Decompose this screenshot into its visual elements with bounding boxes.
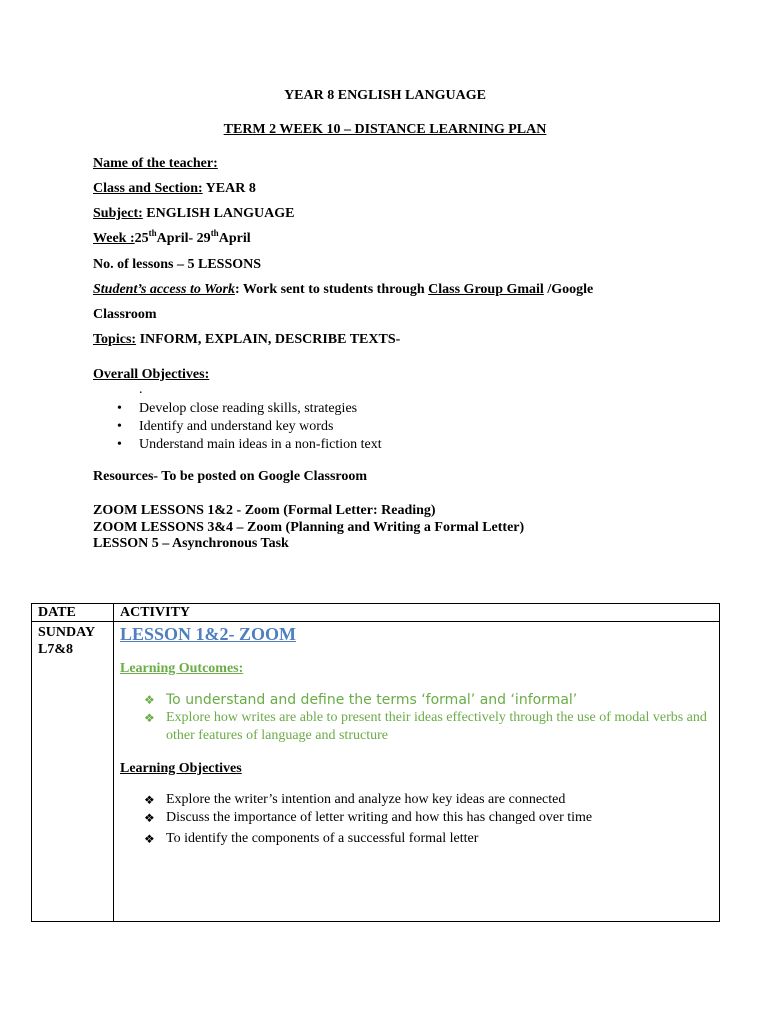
class-label: Class and Section: — [93, 181, 203, 196]
class-section-line — [93, 181, 256, 197]
document-subtitle: TERM 2 WEEK 10 – DISTANCE LEARNING PLAN — [223, 122, 547, 137]
activity-cell — [114, 622, 720, 922]
list-item: ❖ To identify the components of a successful formal letter — [144, 831, 479, 846]
list-item: • Understand main ideas in a non-fiction text — [117, 437, 382, 452]
diamond-bullet-icon: ❖ — [144, 811, 155, 825]
date-cell — [32, 622, 114, 922]
access-tail: /Google — [543, 282, 594, 297]
bullet-icon: • — [117, 437, 122, 452]
date-column-header: DATE — [32, 604, 114, 622]
learning-objectives-list — [120, 791, 719, 848]
diamond-bullet-icon: ❖ — [144, 832, 155, 846]
teacher-label: Name of the teacher: — [93, 156, 218, 171]
class-group-gmail-link[interactable]: Class Group Gmail — [428, 282, 544, 297]
zoom-line-1: ZOOM LESSONS 1&2 - Zoom (Formal Letter: Reading) — [93, 503, 436, 518]
stray-dot: . — [139, 382, 143, 397]
lessons-count: No. of lessons – 5 LESSONS — [93, 257, 262, 272]
student-access-line — [93, 282, 593, 298]
list-item: ❖ Explore the writer’s intention and analyze how key ideas are connected — [144, 792, 566, 807]
week-sup-start: th — [148, 228, 157, 238]
access-continuation: Classroom — [93, 307, 157, 322]
overall-objectives-heading: Overall Objectives: — [93, 367, 210, 382]
list-item: ❖ Discuss the importance of letter writing and how this has changed over time — [144, 810, 593, 825]
diamond-bullet-icon: ❖ — [144, 711, 155, 725]
bullet-icon: • — [117, 419, 122, 434]
class-value: YEAR 8 — [202, 181, 256, 196]
zoom-line-3: LESSON 5 – Asynchronous Task — [93, 536, 289, 551]
list-item: • Identify and understand key words — [117, 419, 334, 434]
subject-line — [93, 206, 294, 222]
zoom-line-2: ZOOM LESSONS 3&4 – Zoom (Planning and Writing a Formal Letter) — [93, 520, 525, 535]
list-item: ❖ To understand and define the terms ‘formal’ and ‘informal’ — [144, 692, 578, 708]
list-item: ❖ Explore how writes are able to present their ideas effectively through the use of modal verbs and other features of language and structure — [144, 710, 707, 743]
week-month-end: April — [218, 231, 251, 246]
learning-outcomes-heading: Learning Outcomes: — [120, 661, 244, 676]
list-item: • Develop close reading skills, strategies — [117, 401, 358, 416]
access-text: : Work sent to students through — [234, 282, 429, 297]
day-label: SUNDAY — [38, 625, 96, 640]
topics-label: Topics: — [93, 332, 137, 347]
topics-line — [93, 332, 400, 348]
week-line — [93, 228, 251, 247]
access-label: Student’s access to Work — [93, 282, 235, 297]
document-title: YEAR 8 ENGLISH LANGUAGE — [284, 88, 486, 103]
topics-value: INFORM, EXPLAIN, DESCRIBE TEXTS- — [136, 332, 401, 347]
activity-column-header: ACTIVITY — [114, 604, 720, 622]
week-label: Week : — [93, 231, 135, 246]
subject-label: Subject: — [93, 206, 143, 221]
diamond-bullet-icon: ❖ — [144, 793, 155, 807]
lesson-plan-table — [31, 603, 720, 922]
week-day-start: 25 — [134, 231, 149, 246]
teacher-name-line — [93, 156, 218, 172]
learning-outcomes-list — [120, 691, 719, 745]
resources-line: Resources- To be posted on Google Classroom — [93, 469, 368, 484]
period-label: L7&8 — [38, 642, 73, 657]
bullet-icon: • — [117, 401, 122, 416]
learning-objectives-heading: Learning Objectives — [120, 761, 242, 776]
overall-objectives-list — [93, 400, 382, 454]
lesson-title: LESSON 1&2- ZOOM — [120, 624, 297, 644]
subject-value: ENGLISH LANGUAGE — [142, 206, 295, 221]
diamond-bullet-icon: ❖ — [144, 693, 155, 707]
week-month-start: April- 29 — [156, 231, 211, 246]
week-sup-end: th — [210, 228, 219, 238]
